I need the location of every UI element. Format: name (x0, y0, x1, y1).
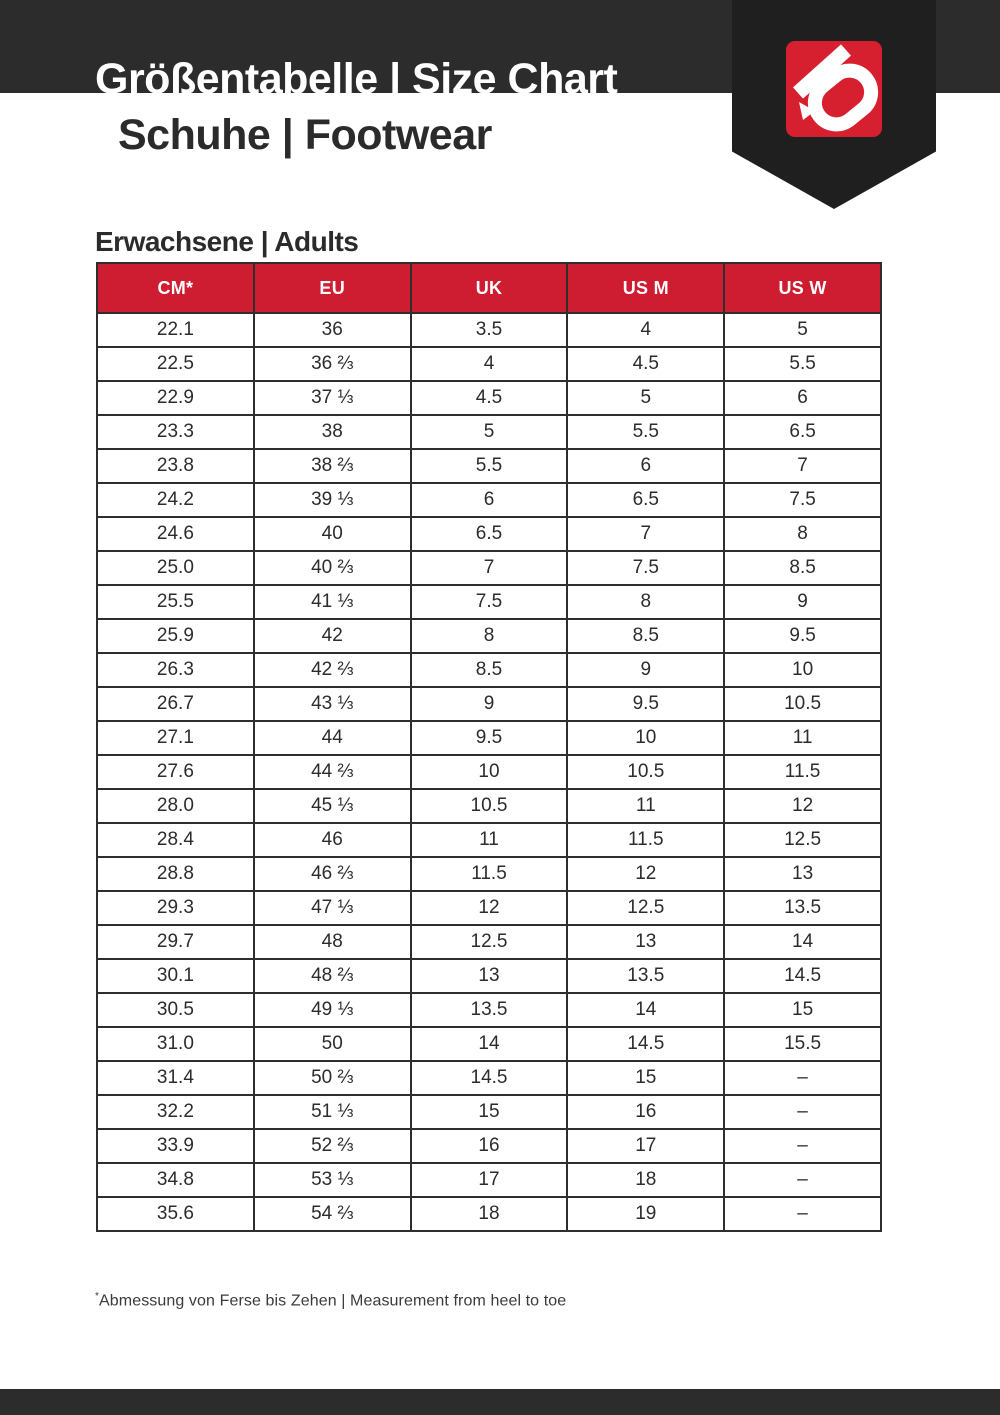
size-cell: 9.5 (411, 721, 568, 755)
size-cell: 6.5 (724, 415, 881, 449)
size-cell: 40 ⅔ (254, 551, 411, 585)
size-cell: 33.9 (97, 1129, 254, 1163)
column-header: EU (254, 263, 411, 313)
table-row (97, 823, 881, 857)
size-cell: 11 (411, 823, 568, 857)
size-cell: 13.5 (724, 891, 881, 925)
table-row (97, 415, 881, 449)
size-cell: 14 (724, 925, 881, 959)
size-cell: 22.9 (97, 381, 254, 415)
size-cell: 11 (567, 789, 724, 823)
size-cell: 50 (254, 1027, 411, 1061)
size-table-head (97, 263, 881, 313)
column-header: UK (411, 263, 568, 313)
size-cell: 4.5 (567, 347, 724, 381)
size-cell: 34.8 (97, 1163, 254, 1197)
size-cell: 8.5 (724, 551, 881, 585)
table-row (97, 517, 881, 551)
page-subtitle: Schuhe | Footwear (118, 111, 492, 159)
size-cell: 42 (254, 619, 411, 653)
size-cell: 7 (567, 517, 724, 551)
size-cell: 48 (254, 925, 411, 959)
size-cell: – (724, 1095, 881, 1129)
size-cell: 39 ⅓ (254, 483, 411, 517)
size-cell: 3.5 (411, 313, 568, 347)
size-cell: 14.5 (724, 959, 881, 993)
footnote-marker: * (95, 1291, 99, 1302)
size-cell: 13 (411, 959, 568, 993)
size-cell: – (724, 1197, 881, 1231)
size-cell: 10.5 (567, 755, 724, 789)
size-cell: 17 (411, 1163, 568, 1197)
column-header: US W (724, 263, 881, 313)
size-cell: 31.0 (97, 1027, 254, 1061)
size-cell: 7.5 (724, 483, 881, 517)
size-cell: 43 ⅓ (254, 687, 411, 721)
table-row (97, 1095, 881, 1129)
size-cell: 13 (724, 857, 881, 891)
size-cell: 9 (411, 687, 568, 721)
size-cell: 25.0 (97, 551, 254, 585)
table-row (97, 313, 881, 347)
size-cell: 46 (254, 823, 411, 857)
size-cell: 15.5 (724, 1027, 881, 1061)
size-cell: 17 (567, 1129, 724, 1163)
size-cell: 7.5 (567, 551, 724, 585)
size-cell: 4 (567, 313, 724, 347)
size-table-body (97, 313, 881, 1231)
size-cell: 28.0 (97, 789, 254, 823)
size-cell: 8 (411, 619, 568, 653)
table-row (97, 925, 881, 959)
size-cell: 14 (567, 993, 724, 1027)
size-cell: 29.3 (97, 891, 254, 925)
size-cell: 18 (411, 1197, 568, 1231)
size-cell: 7 (411, 551, 568, 585)
size-cell: 48 ⅔ (254, 959, 411, 993)
five-ten-logo-icon (786, 41, 882, 137)
size-cell: 19 (567, 1197, 724, 1231)
table-row (97, 551, 881, 585)
table-row (97, 653, 881, 687)
size-cell: 11 (724, 721, 881, 755)
size-cell: 28.4 (97, 823, 254, 857)
size-cell: 46 ⅔ (254, 857, 411, 891)
page-title: Größentabelle | Size Chart (95, 55, 618, 103)
size-cell: 38 ⅔ (254, 449, 411, 483)
size-cell: 53 ⅓ (254, 1163, 411, 1197)
table-row (97, 891, 881, 925)
size-cell: 32.2 (97, 1095, 254, 1129)
size-cell: 16 (411, 1129, 568, 1163)
size-cell: 5.5 (567, 415, 724, 449)
size-cell: 25.9 (97, 619, 254, 653)
size-cell: 10 (724, 653, 881, 687)
table-row (97, 347, 881, 381)
size-cell: 15 (724, 993, 881, 1027)
size-cell: 29.7 (97, 925, 254, 959)
table-row (97, 1163, 881, 1197)
size-cell: 5.5 (724, 347, 881, 381)
footnote (95, 1291, 566, 1310)
size-cell: 9 (724, 585, 881, 619)
bottom-bar (0, 1389, 1000, 1415)
size-cell: 49 ⅓ (254, 993, 411, 1027)
size-cell: 11.5 (724, 755, 881, 789)
size-cell: 12.5 (411, 925, 568, 959)
table-row (97, 993, 881, 1027)
size-cell: 5 (567, 381, 724, 415)
size-cell: 26.3 (97, 653, 254, 687)
size-cell: 23.8 (97, 449, 254, 483)
size-cell: 6 (724, 381, 881, 415)
size-cell: 6.5 (411, 517, 568, 551)
size-cell: 8 (724, 517, 881, 551)
table-row (97, 789, 881, 823)
size-cell: 15 (567, 1061, 724, 1095)
table-row (97, 1061, 881, 1095)
size-cell: 12 (567, 857, 724, 891)
size-cell: 13.5 (411, 993, 568, 1027)
size-cell: 38 (254, 415, 411, 449)
table-row (97, 619, 881, 653)
table-row (97, 959, 881, 993)
size-cell: 7 (724, 449, 881, 483)
section-heading: Erwachsene | Adults (95, 226, 359, 257)
size-cell: 12.5 (567, 891, 724, 925)
size-cell: 5 (411, 415, 568, 449)
size-cell: 31.4 (97, 1061, 254, 1095)
size-cell: 22.5 (97, 347, 254, 381)
size-cell: 30.5 (97, 993, 254, 1027)
size-cell: 44 ⅔ (254, 755, 411, 789)
size-cell: 8.5 (411, 653, 568, 687)
table-row (97, 483, 881, 517)
table-row (97, 449, 881, 483)
size-cell: 9 (567, 653, 724, 687)
size-cell: 27.1 (97, 721, 254, 755)
size-cell: 26.7 (97, 687, 254, 721)
footnote-text: Abmessung von Ferse bis Zehen | Measurement from heel to toe (99, 1292, 567, 1310)
size-cell: 6.5 (567, 483, 724, 517)
size-cell: 12.5 (724, 823, 881, 857)
size-cell: 50 ⅔ (254, 1061, 411, 1095)
size-cell: 9.5 (724, 619, 881, 653)
table-row (97, 687, 881, 721)
size-table (96, 262, 882, 1232)
size-cell: 24.2 (97, 483, 254, 517)
size-cell: 14 (411, 1027, 568, 1061)
size-cell: – (724, 1129, 881, 1163)
size-cell: 14.5 (411, 1061, 568, 1095)
size-table-header-row (97, 263, 881, 313)
size-cell: 41 ⅓ (254, 585, 411, 619)
table-row (97, 585, 881, 619)
size-cell: 18 (567, 1163, 724, 1197)
size-cell: 28.8 (97, 857, 254, 891)
size-cell: 35.6 (97, 1197, 254, 1231)
size-cell: 4.5 (411, 381, 568, 415)
size-cell: 10 (411, 755, 568, 789)
size-cell: 24.6 (97, 517, 254, 551)
size-cell: 14.5 (567, 1027, 724, 1061)
size-cell: 13.5 (567, 959, 724, 993)
size-cell: 25.5 (97, 585, 254, 619)
column-header: CM* (97, 263, 254, 313)
size-cell: 11.5 (411, 857, 568, 891)
size-cell: 15 (411, 1095, 568, 1129)
size-cell: 8.5 (567, 619, 724, 653)
size-cell: 40 (254, 517, 411, 551)
table-row (97, 755, 881, 789)
size-cell: 22.1 (97, 313, 254, 347)
table-row (97, 721, 881, 755)
size-cell: 36 (254, 313, 411, 347)
size-cell: 16 (567, 1095, 724, 1129)
size-cell: 5 (724, 313, 881, 347)
table-row (97, 1027, 881, 1061)
size-cell: 45 ⅓ (254, 789, 411, 823)
size-cell: 6 (567, 449, 724, 483)
table-row (97, 1129, 881, 1163)
table-row (97, 1197, 881, 1231)
size-cell: 11.5 (567, 823, 724, 857)
size-cell: 36 ⅔ (254, 347, 411, 381)
size-cell: – (724, 1061, 881, 1095)
size-cell: 47 ⅓ (254, 891, 411, 925)
size-cell: 42 ⅔ (254, 653, 411, 687)
size-cell: 5.5 (411, 449, 568, 483)
size-cell: 52 ⅔ (254, 1129, 411, 1163)
size-cell: 6 (411, 483, 568, 517)
size-cell: 51 ⅓ (254, 1095, 411, 1129)
size-cell: 9.5 (567, 687, 724, 721)
table-row (97, 381, 881, 415)
size-cell: 12 (411, 891, 568, 925)
size-cell: – (724, 1163, 881, 1197)
size-cell: 13 (567, 925, 724, 959)
size-cell: 7.5 (411, 585, 568, 619)
size-cell: 27.6 (97, 755, 254, 789)
size-cell: 10 (567, 721, 724, 755)
size-cell: 12 (724, 789, 881, 823)
brand-logo (786, 41, 882, 137)
column-header: US M (567, 263, 724, 313)
size-cell: 10.5 (411, 789, 568, 823)
size-cell: 23.3 (97, 415, 254, 449)
table-row (97, 857, 881, 891)
size-cell: 30.1 (97, 959, 254, 993)
size-cell: 4 (411, 347, 568, 381)
size-cell: 8 (567, 585, 724, 619)
size-cell: 10.5 (724, 687, 881, 721)
size-cell: 44 (254, 721, 411, 755)
size-cell: 54 ⅔ (254, 1197, 411, 1231)
size-cell: 37 ⅓ (254, 381, 411, 415)
